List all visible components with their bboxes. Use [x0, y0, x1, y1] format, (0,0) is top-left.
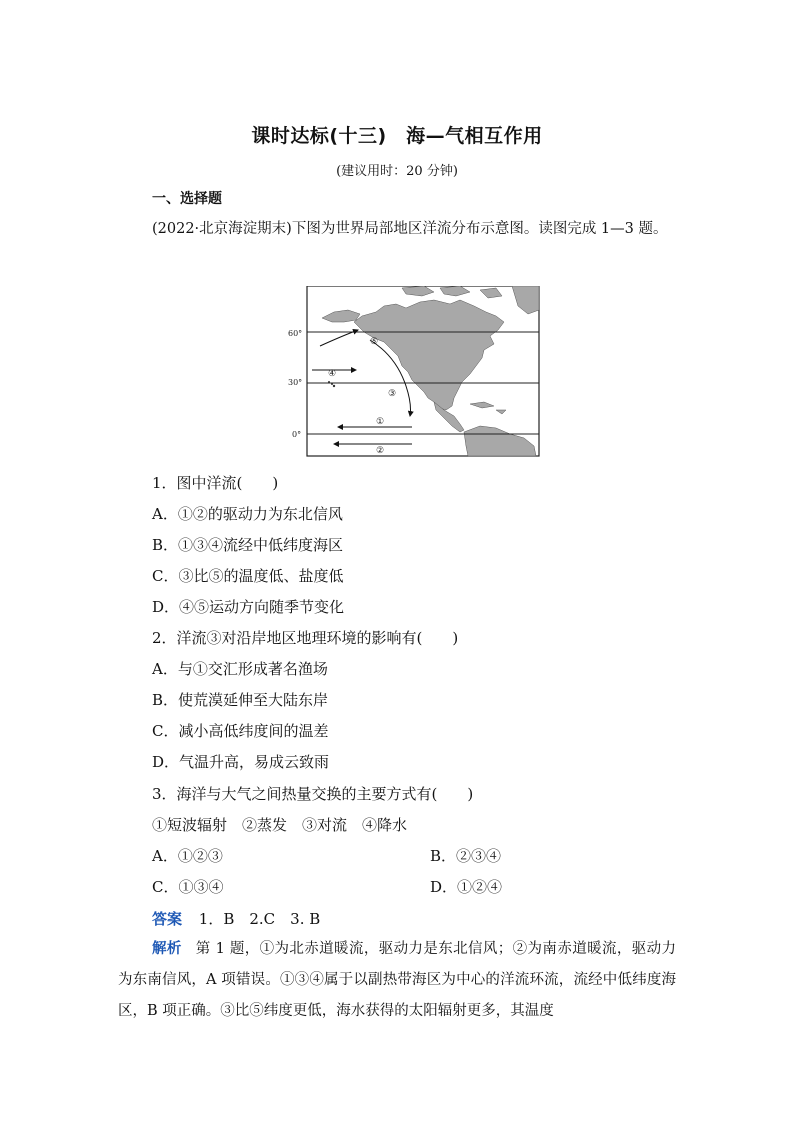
question-1-option-a: A．①②的驱动力为东北信风	[152, 505, 343, 523]
section-heading: 一、选择题	[152, 191, 222, 207]
question-1-option-b: B．①③④流经中低纬度海区	[152, 536, 344, 554]
question-3-stem: 3．海洋与大气之间热量交换的主要方式有( )	[152, 785, 474, 803]
question-3-option-a: A．①②③	[152, 847, 223, 865]
question-3-choices: ①短波辐射 ②蒸发 ③对流 ④降水	[152, 816, 408, 834]
question-2-option-a: A．与①交汇形成著名渔场	[152, 660, 328, 678]
analysis-label: 解析	[152, 940, 182, 957]
page-title: 课时达标(十三) 海—气相互作用	[251, 125, 543, 147]
ocean-current-map	[284, 286, 540, 460]
question-1-stem: 1．图中洋流( )	[152, 474, 279, 492]
current-label-5: ⑤	[370, 337, 379, 347]
answer-label: 答案	[152, 910, 183, 928]
question-2-option-d: D．气温升高，易成云致雨	[152, 753, 330, 771]
question-1-option-d: D．④⑤运动方向随季节变化	[152, 598, 345, 616]
answer-line	[152, 908, 320, 929]
analysis-paragraph	[118, 933, 676, 1027]
question-3-option-b: B．②③④	[430, 847, 502, 865]
current-label-1: ①	[376, 417, 385, 427]
question-3-option-d: D．①②④	[430, 878, 503, 896]
question-2-option-b: B．使荒漠延伸至大陆东岸	[152, 691, 329, 709]
current-label-3: ③	[388, 389, 397, 399]
lat-label-0: 0°	[292, 430, 302, 439]
suggested-time: (建议用时：20 分钟)	[336, 164, 458, 179]
map-figure	[284, 286, 540, 460]
current-label-4: ④	[328, 369, 337, 379]
question-2-option-c: C．减小高低纬度间的温差	[152, 722, 329, 740]
lat-label-30: 30°	[288, 378, 303, 387]
question-3-option-c: C．①③④	[152, 878, 224, 896]
current-label-2: ②	[376, 446, 385, 456]
intro-paragraph: (2022·北京海淀期末)下图为世界局部地区洋流分布示意图。读图完成 1—3 题。	[152, 221, 668, 237]
question-1-option-c: C．③比⑤的温度低、盐度低	[152, 567, 344, 585]
answer-text: 1．B 2.C 3. B	[198, 910, 321, 928]
question-2-stem: 2．洋流③对沿岸地区地理环境的影响有( )	[152, 629, 459, 647]
lat-label-60: 60°	[288, 329, 303, 338]
analysis-text: 第 1 题，①为北赤道暖流，驱动力是东北信风；②为南赤道暖流，驱动力为东南信风，A 项错误。①③④属于以副热带海区为中心的洋流环流，流经中低纬度海区，B 项正确。③比⑤纬度更低，海水获得的太阳辐射更多，其温度	[118, 941, 677, 1019]
